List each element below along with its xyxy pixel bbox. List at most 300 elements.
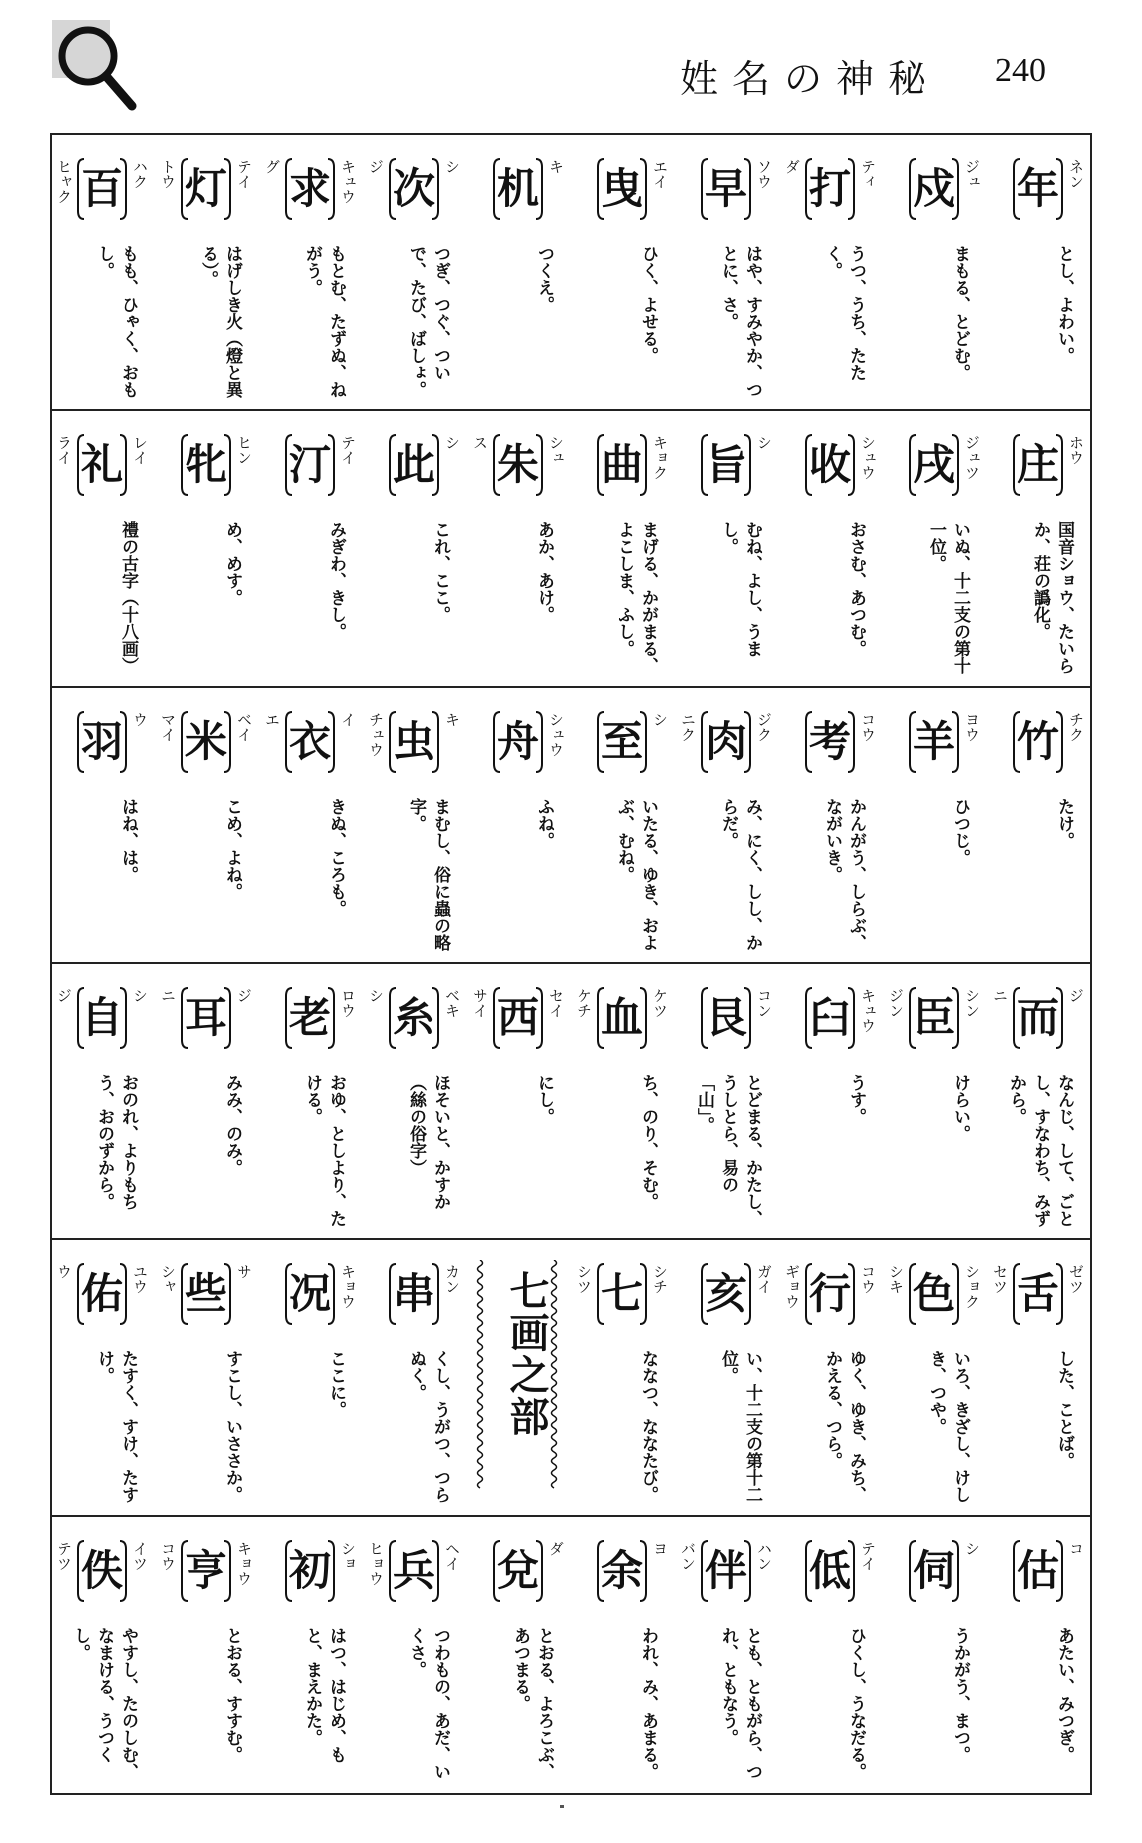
kanji-entry bbox=[50, 1240, 154, 1514]
kanji-character: 曳 bbox=[600, 164, 643, 213]
kanji-meaning: ななつ、ななたび。 bbox=[638, 1350, 658, 1504]
alt-reading: ヒャク bbox=[55, 159, 73, 204]
alt-reading: ジ bbox=[367, 159, 385, 174]
kanji-character: 礼 bbox=[80, 440, 123, 490]
kanji-character: 竹 bbox=[1016, 716, 1059, 766]
kanji-meaning: いたる、ゆき、およぶ、むね。 bbox=[614, 797, 658, 951]
kanji-bracket bbox=[76, 433, 128, 497]
kanji-meaning: はね、は。 bbox=[118, 797, 138, 883]
kanji-bracket bbox=[388, 1262, 440, 1326]
kanji-meaning: つくえ。 bbox=[534, 245, 554, 313]
kanji-entry bbox=[154, 688, 258, 962]
on-reading: シュウ bbox=[547, 711, 565, 757]
on-reading: ソウ bbox=[755, 159, 773, 189]
kanji-meaning: はや、すみやか、つとに、さ。 bbox=[718, 245, 762, 398]
on-reading: キュウ bbox=[339, 159, 357, 204]
kanji-bracket bbox=[180, 157, 232, 221]
on-reading: ジ bbox=[1067, 988, 1085, 1003]
alt-reading: セツ bbox=[991, 1264, 1009, 1295]
kanji-meaning: おゆ、としより、たける。 bbox=[302, 1074, 346, 1227]
kanji-entry bbox=[466, 135, 570, 409]
kanji-bracket bbox=[596, 986, 648, 1050]
kanji-entry bbox=[778, 1240, 882, 1514]
kanji-entry bbox=[362, 1240, 466, 1514]
alt-reading: ニ bbox=[159, 988, 177, 1003]
kanji-bracket bbox=[596, 1262, 648, 1326]
kanji-entry bbox=[154, 411, 258, 685]
on-reading: ヘイ bbox=[443, 1540, 461, 1571]
on-reading: シ bbox=[755, 435, 773, 451]
kanji-bracket bbox=[76, 157, 128, 221]
kanji-bracket bbox=[284, 433, 336, 497]
kanji-bracket bbox=[908, 1262, 960, 1326]
kanji-entry bbox=[986, 688, 1090, 962]
kanji-bracket bbox=[284, 986, 336, 1050]
kanji-entry bbox=[258, 135, 362, 409]
kanji-meaning: した、ことば。 bbox=[1054, 1350, 1074, 1470]
kanji-character: 收 bbox=[808, 440, 851, 490]
kanji-entry bbox=[570, 1517, 674, 1793]
kanji-entry bbox=[882, 964, 986, 1238]
on-reading: コン bbox=[755, 988, 773, 1018]
kanji-entry bbox=[778, 688, 882, 962]
alt-reading: ニ bbox=[991, 988, 1009, 1003]
kanji-entry bbox=[154, 964, 258, 1238]
on-reading: ユウ bbox=[131, 1264, 149, 1295]
kanji-entry bbox=[50, 135, 154, 409]
on-reading: キョク bbox=[651, 435, 669, 481]
kanji-bracket bbox=[804, 710, 856, 774]
alt-reading: ジ bbox=[55, 988, 73, 1003]
kanji-meaning: とおる、すすむ。 bbox=[222, 1626, 242, 1763]
kanji-character: 次 bbox=[392, 164, 435, 213]
kanji-character: 至 bbox=[600, 716, 643, 766]
kanji-meaning: 国音ショウ、たいらか、荘の譌化。 bbox=[1030, 521, 1074, 675]
kanji-entry bbox=[986, 411, 1090, 685]
kanji-meaning: はつ、はじめ、もと、まえかた。 bbox=[302, 1626, 346, 1763]
kanji-entry bbox=[570, 688, 674, 962]
on-reading: イツ bbox=[131, 1540, 149, 1571]
kanji-entry bbox=[50, 964, 154, 1238]
kanji-character: 估 bbox=[1016, 1545, 1059, 1595]
kanji-character: 老 bbox=[288, 993, 331, 1042]
kanji-bracket bbox=[284, 710, 336, 774]
on-reading: シ bbox=[443, 435, 461, 451]
page-number: 240 bbox=[995, 52, 1046, 89]
kanji-bracket bbox=[180, 986, 232, 1050]
kanji-row bbox=[52, 1240, 1090, 1516]
alt-reading: ウ bbox=[55, 1264, 73, 1280]
on-reading: ヨウ bbox=[963, 711, 981, 742]
kanji-entry bbox=[986, 1517, 1090, 1793]
kanji-bracket bbox=[76, 986, 128, 1050]
kanji-character: 血 bbox=[600, 993, 643, 1042]
page-title: 姓名の神秘 bbox=[680, 57, 941, 101]
kanji-entry bbox=[778, 964, 882, 1238]
kanji-entry bbox=[154, 135, 258, 409]
kanji-bracket bbox=[76, 710, 128, 774]
kanji-row bbox=[52, 411, 1090, 687]
kanji-character: 西 bbox=[496, 993, 539, 1042]
kanji-entry bbox=[50, 411, 154, 685]
kanji-entry bbox=[362, 411, 466, 685]
kanji-meaning: うかがう、まつ。 bbox=[950, 1626, 970, 1763]
kanji-bracket bbox=[700, 433, 752, 497]
alt-reading: マイ bbox=[159, 711, 177, 742]
kanji-meaning: くし、うがつ、つらぬく。 bbox=[406, 1350, 450, 1504]
kanji-bracket bbox=[388, 710, 440, 774]
on-reading: カン bbox=[443, 1264, 461, 1295]
on-reading: ダ bbox=[547, 1540, 565, 1556]
kanji-meaning: たけ。 bbox=[1054, 797, 1074, 849]
on-reading: シ bbox=[963, 1540, 981, 1556]
on-reading: イ bbox=[339, 711, 357, 727]
kanji-entry bbox=[674, 1517, 778, 1793]
kanji-bracket bbox=[700, 986, 752, 1050]
on-reading: シ bbox=[443, 159, 461, 174]
kanji-character: 打 bbox=[808, 164, 851, 213]
kanji-bracket bbox=[596, 1539, 648, 1603]
on-reading: シン bbox=[963, 988, 981, 1018]
on-reading: ショク bbox=[963, 1264, 981, 1310]
kanji-meaning: ほそいと、かすか（絲の俗字） bbox=[406, 1074, 450, 1210]
kanji-character: 虫 bbox=[392, 716, 435, 766]
kanji-meaning: とも、ともがら、つれ、ともなう。 bbox=[718, 1626, 762, 1780]
on-reading: サ bbox=[235, 1264, 253, 1280]
on-reading: ホウ bbox=[1067, 435, 1085, 466]
kanji-bracket bbox=[596, 433, 648, 497]
alt-reading: ス bbox=[471, 435, 489, 451]
section-heading bbox=[466, 1240, 570, 1514]
kanji-character: 况 bbox=[288, 1269, 331, 1319]
kanji-character: 艮 bbox=[704, 993, 747, 1042]
kanji-meaning: たすく、すけ、たすけ。 bbox=[94, 1350, 138, 1504]
alt-reading: トウ bbox=[159, 159, 177, 189]
kanji-meaning: おのれ、よりもちう、おのずから。 bbox=[94, 1074, 138, 1210]
kanji-meaning: ひく、よせる。 bbox=[638, 245, 658, 364]
kanji-bracket bbox=[492, 1539, 544, 1603]
kanji-character: 早 bbox=[704, 164, 747, 213]
on-reading: ロウ bbox=[339, 988, 357, 1018]
kanji-character: 亥 bbox=[704, 1269, 747, 1319]
kanji-entry bbox=[674, 135, 778, 409]
kanji-entry bbox=[986, 964, 1090, 1238]
kanji-entry bbox=[570, 964, 674, 1238]
kanji-meaning: い、十二支の第十二位。 bbox=[718, 1350, 762, 1504]
kanji-meaning: すこし、いささか。 bbox=[222, 1350, 242, 1504]
alt-reading: サイ bbox=[471, 988, 489, 1018]
alt-reading: ヒョウ bbox=[367, 1540, 385, 1586]
kanji-entry bbox=[674, 964, 778, 1238]
alt-reading: コウ bbox=[159, 1540, 177, 1571]
kanji-bracket bbox=[908, 986, 960, 1050]
kanji-meaning: けらい。 bbox=[950, 1074, 970, 1142]
kanji-entry bbox=[570, 1240, 674, 1514]
kanji-character: 庄 bbox=[1016, 440, 1059, 490]
alt-reading: シキ bbox=[887, 1264, 905, 1295]
kanji-entry bbox=[986, 135, 1090, 409]
kanji-meaning: とし、よわい。 bbox=[1054, 245, 1074, 364]
kanji-meaning: あか、あけ。 bbox=[534, 521, 554, 624]
kanji-character: 低 bbox=[808, 1545, 851, 1595]
kanji-entry bbox=[50, 688, 154, 962]
kanji-character: 臣 bbox=[912, 993, 955, 1042]
kanji-character: 此 bbox=[392, 440, 435, 490]
on-reading: シチ bbox=[651, 1264, 669, 1295]
kanji-entry bbox=[986, 1240, 1090, 1514]
on-reading: コウ bbox=[859, 1264, 877, 1295]
section-label: 七画之部 bbox=[503, 1270, 550, 1439]
alt-reading: シ bbox=[367, 988, 385, 1003]
kanji-bracket bbox=[1012, 1262, 1064, 1326]
kanji-row bbox=[52, 964, 1090, 1240]
on-reading: キ bbox=[547, 159, 565, 174]
scan-mark bbox=[560, 1805, 564, 1808]
alt-reading: シツ bbox=[575, 1264, 593, 1295]
kanji-bracket bbox=[700, 1539, 752, 1603]
kanji-meaning: われ、み、あまる。 bbox=[638, 1626, 658, 1780]
on-reading: シュウ bbox=[859, 435, 877, 481]
kanji-entry bbox=[258, 411, 362, 685]
kanji-entry bbox=[466, 964, 570, 1238]
kanji-character: 机 bbox=[496, 164, 539, 213]
on-reading: ベイ bbox=[235, 711, 253, 742]
kanji-meaning: みぎわ、きし。 bbox=[326, 521, 346, 641]
kanji-character: 曲 bbox=[600, 440, 643, 490]
kanji-bracket bbox=[804, 157, 856, 221]
on-reading: キョウ bbox=[339, 1264, 357, 1310]
on-reading: ショ bbox=[339, 1540, 357, 1571]
kanji-character: 羊 bbox=[912, 716, 955, 766]
on-reading: テイ bbox=[339, 435, 357, 466]
kanji-entry bbox=[362, 135, 466, 409]
kanji-bracket bbox=[180, 433, 232, 497]
kanji-meaning: ゆく、ゆき、みち、かえる、つら。 bbox=[822, 1350, 866, 1504]
kanji-character: 年 bbox=[1016, 164, 1059, 213]
kanji-bracket bbox=[492, 710, 544, 774]
kanji-bracket bbox=[284, 1539, 336, 1603]
on-reading: ハン bbox=[755, 1540, 773, 1571]
kanji-character: 伺 bbox=[912, 1545, 955, 1595]
on-reading: ヒン bbox=[235, 435, 253, 466]
alt-reading: エ bbox=[263, 711, 281, 727]
kanji-character: 色 bbox=[912, 1269, 955, 1319]
kanji-entry bbox=[882, 411, 986, 685]
kanji-entry bbox=[570, 135, 674, 409]
kanji-entry bbox=[570, 411, 674, 685]
kanji-meaning: これ、ここ。 bbox=[430, 521, 450, 624]
on-reading: シュ bbox=[547, 435, 565, 466]
kanji-meaning: め、めす。 bbox=[222, 521, 242, 607]
kanji-entry bbox=[466, 411, 570, 685]
kanji-bracket bbox=[908, 710, 960, 774]
kanji-bracket bbox=[908, 1539, 960, 1603]
kanji-bracket bbox=[284, 157, 336, 221]
kanji-bracket bbox=[908, 157, 960, 221]
on-reading: コ bbox=[1067, 1540, 1085, 1556]
kanji-entry bbox=[882, 135, 986, 409]
kanji-meaning: にし。 bbox=[534, 1074, 554, 1125]
kanji-bracket bbox=[700, 1262, 752, 1326]
on-reading: ジュツ bbox=[963, 435, 981, 481]
kanji-bracket bbox=[388, 433, 440, 497]
kanji-character: 百 bbox=[80, 164, 123, 213]
kanji-entry bbox=[258, 1240, 362, 1514]
on-reading: ゼツ bbox=[1067, 1264, 1085, 1295]
kanji-entry bbox=[882, 688, 986, 962]
kanji-bracket bbox=[804, 986, 856, 1050]
kanji-meaning: まもる、とどむ。 bbox=[950, 245, 970, 381]
kanji-bracket bbox=[804, 1539, 856, 1603]
kanji-row bbox=[52, 1517, 1090, 1793]
kanji-character: 求 bbox=[288, 164, 331, 213]
alt-reading: ニク bbox=[679, 711, 697, 742]
on-reading: コウ bbox=[859, 711, 877, 742]
kanji-character: 朱 bbox=[496, 440, 539, 490]
kanji-bracket bbox=[492, 433, 544, 497]
kanji-character: 余 bbox=[600, 1545, 643, 1595]
kanji-character: 舌 bbox=[1016, 1269, 1059, 1319]
kanji-character: 羽 bbox=[80, 716, 123, 766]
kanji-bracket bbox=[700, 157, 752, 221]
kanji-meaning: きぬ、ころも。 bbox=[326, 797, 346, 917]
kanji-entry bbox=[362, 964, 466, 1238]
kanji-character: 串 bbox=[392, 1269, 435, 1319]
kanji-meaning: うす。 bbox=[846, 1074, 866, 1125]
kanji-entry bbox=[882, 1517, 986, 1793]
kanji-entry bbox=[674, 411, 778, 685]
on-reading: ジ bbox=[235, 988, 253, 1003]
on-reading: レイ bbox=[131, 435, 149, 466]
kanji-meaning: みみ、のみ。 bbox=[222, 1074, 242, 1176]
kanji-meaning: ひつじ。 bbox=[950, 797, 970, 866]
kanji-meaning: もとむ、たずぬ、ねがう。 bbox=[302, 245, 346, 398]
on-reading: テイ bbox=[235, 159, 253, 189]
kanji-entry bbox=[258, 1517, 362, 1793]
on-reading: テイ bbox=[859, 1540, 877, 1571]
kanji-character: 耳 bbox=[184, 993, 227, 1042]
kanji-character: 些 bbox=[184, 1269, 227, 1319]
kanji-meaning: むね、よし、うまし。 bbox=[718, 521, 762, 658]
kanji-entry bbox=[674, 688, 778, 962]
kanji-table bbox=[50, 133, 1092, 1795]
kanji-bracket bbox=[492, 986, 544, 1050]
kanji-bracket bbox=[76, 1539, 128, 1603]
kanji-row bbox=[52, 135, 1090, 411]
kanji-meaning: うつ、うち、たたく。 bbox=[822, 245, 866, 381]
kanji-meaning: とどまる、かたし、うしとら、易の「山」。 bbox=[694, 1074, 762, 1227]
on-reading: ティ bbox=[859, 159, 877, 189]
kanji-meaning: かんがう、しらぶ、ながいき。 bbox=[822, 797, 866, 951]
kanji-character: 兵 bbox=[392, 1545, 435, 1595]
kanji-bracket bbox=[596, 157, 648, 221]
kanji-character: 而 bbox=[1016, 993, 1059, 1042]
kanji-character: 兌 bbox=[496, 1545, 539, 1595]
kanji-meaning: ひくし、うなだる。 bbox=[846, 1626, 866, 1780]
kanji-character: 衣 bbox=[288, 716, 331, 766]
kanji-meaning: み、にく、しし、からだ。 bbox=[718, 797, 762, 951]
kanji-bracket bbox=[180, 1539, 232, 1603]
kanji-meaning: はげしき火（燈と異る）。 bbox=[198, 245, 242, 398]
on-reading: ジュ bbox=[963, 159, 981, 189]
kanji-meaning: とおる、よろこぶ、あつまる。 bbox=[510, 1626, 554, 1780]
kanji-character: 伴 bbox=[704, 1545, 747, 1595]
kanji-character: 初 bbox=[288, 1545, 331, 1595]
kanji-character: 自 bbox=[80, 993, 123, 1042]
on-reading: ヨ bbox=[651, 1540, 669, 1556]
kanji-bracket bbox=[76, 1262, 128, 1326]
on-reading: キュウ bbox=[859, 988, 877, 1033]
page-header bbox=[0, 0, 1142, 130]
kanji-entry bbox=[778, 1517, 882, 1793]
kanji-meaning: まむし、俗に蟲の略字。 bbox=[406, 797, 450, 951]
on-reading: ジク bbox=[755, 711, 773, 742]
alt-reading: シャ bbox=[159, 1264, 177, 1295]
on-reading: ネン bbox=[1067, 159, 1085, 189]
kanji-bracket bbox=[804, 1262, 856, 1326]
kanji-entry bbox=[778, 411, 882, 685]
on-reading: ハク bbox=[131, 159, 149, 189]
kanji-entry bbox=[778, 135, 882, 409]
kanji-bracket bbox=[700, 710, 752, 774]
kanji-character: 灯 bbox=[184, 164, 227, 213]
kanji-bracket bbox=[1012, 433, 1064, 497]
alt-reading: ダ bbox=[783, 159, 801, 174]
magnifier-icon bbox=[52, 20, 162, 130]
alt-reading: ライ bbox=[55, 435, 73, 466]
kanji-character: 亨 bbox=[184, 1545, 227, 1595]
kanji-bracket bbox=[1012, 710, 1064, 774]
alt-reading: チュウ bbox=[367, 711, 385, 757]
kanji-meaning: ここに。 bbox=[326, 1350, 346, 1419]
alt-reading: ケチ bbox=[575, 988, 593, 1018]
alt-reading: ジン bbox=[887, 988, 905, 1018]
on-reading: ウ bbox=[131, 711, 149, 727]
kanji-character: 戍 bbox=[912, 164, 955, 213]
kanji-entry bbox=[674, 1240, 778, 1514]
kanji-meaning: あたい、みつぎ。 bbox=[1054, 1626, 1074, 1763]
kanji-meaning: こめ、よね。 bbox=[222, 797, 242, 900]
kanji-bracket bbox=[804, 433, 856, 497]
kanji-entry bbox=[154, 1517, 258, 1793]
kanji-row bbox=[52, 688, 1090, 964]
kanji-bracket bbox=[1012, 1539, 1064, 1603]
kanji-bracket bbox=[180, 710, 232, 774]
alt-reading: テツ bbox=[55, 1540, 73, 1571]
kanji-bracket bbox=[388, 1539, 440, 1603]
kanji-meaning: 禮の古字（十八画） bbox=[118, 521, 138, 675]
kanji-entry bbox=[362, 1517, 466, 1793]
kanji-character: 七 bbox=[600, 1269, 643, 1319]
on-reading: シ bbox=[651, 711, 669, 727]
kanji-bracket bbox=[180, 1262, 232, 1326]
kanji-bracket bbox=[388, 157, 440, 221]
kanji-character: 肉 bbox=[704, 716, 747, 766]
kanji-entry bbox=[466, 1517, 570, 1793]
kanji-meaning: つわもの、あだ、いくさ。 bbox=[406, 1626, 450, 1780]
kanji-meaning: ふね。 bbox=[534, 797, 554, 849]
kanji-character: 旨 bbox=[704, 440, 747, 490]
kanji-meaning: なんじ、して、ごとし、すなわち、みずから。 bbox=[1006, 1074, 1074, 1227]
kanji-entry bbox=[258, 964, 362, 1238]
kanji-meaning: いろ、きざし、けしき、つや。 bbox=[926, 1350, 970, 1504]
kanji-character: 考 bbox=[808, 716, 851, 766]
on-reading: ベキ bbox=[443, 988, 461, 1018]
kanji-entry bbox=[258, 688, 362, 962]
kanji-meaning: やすし、たのしむ、なまける、うつくし。 bbox=[70, 1626, 138, 1780]
on-reading: シ bbox=[131, 988, 149, 1003]
alt-reading: バン bbox=[679, 1540, 697, 1571]
